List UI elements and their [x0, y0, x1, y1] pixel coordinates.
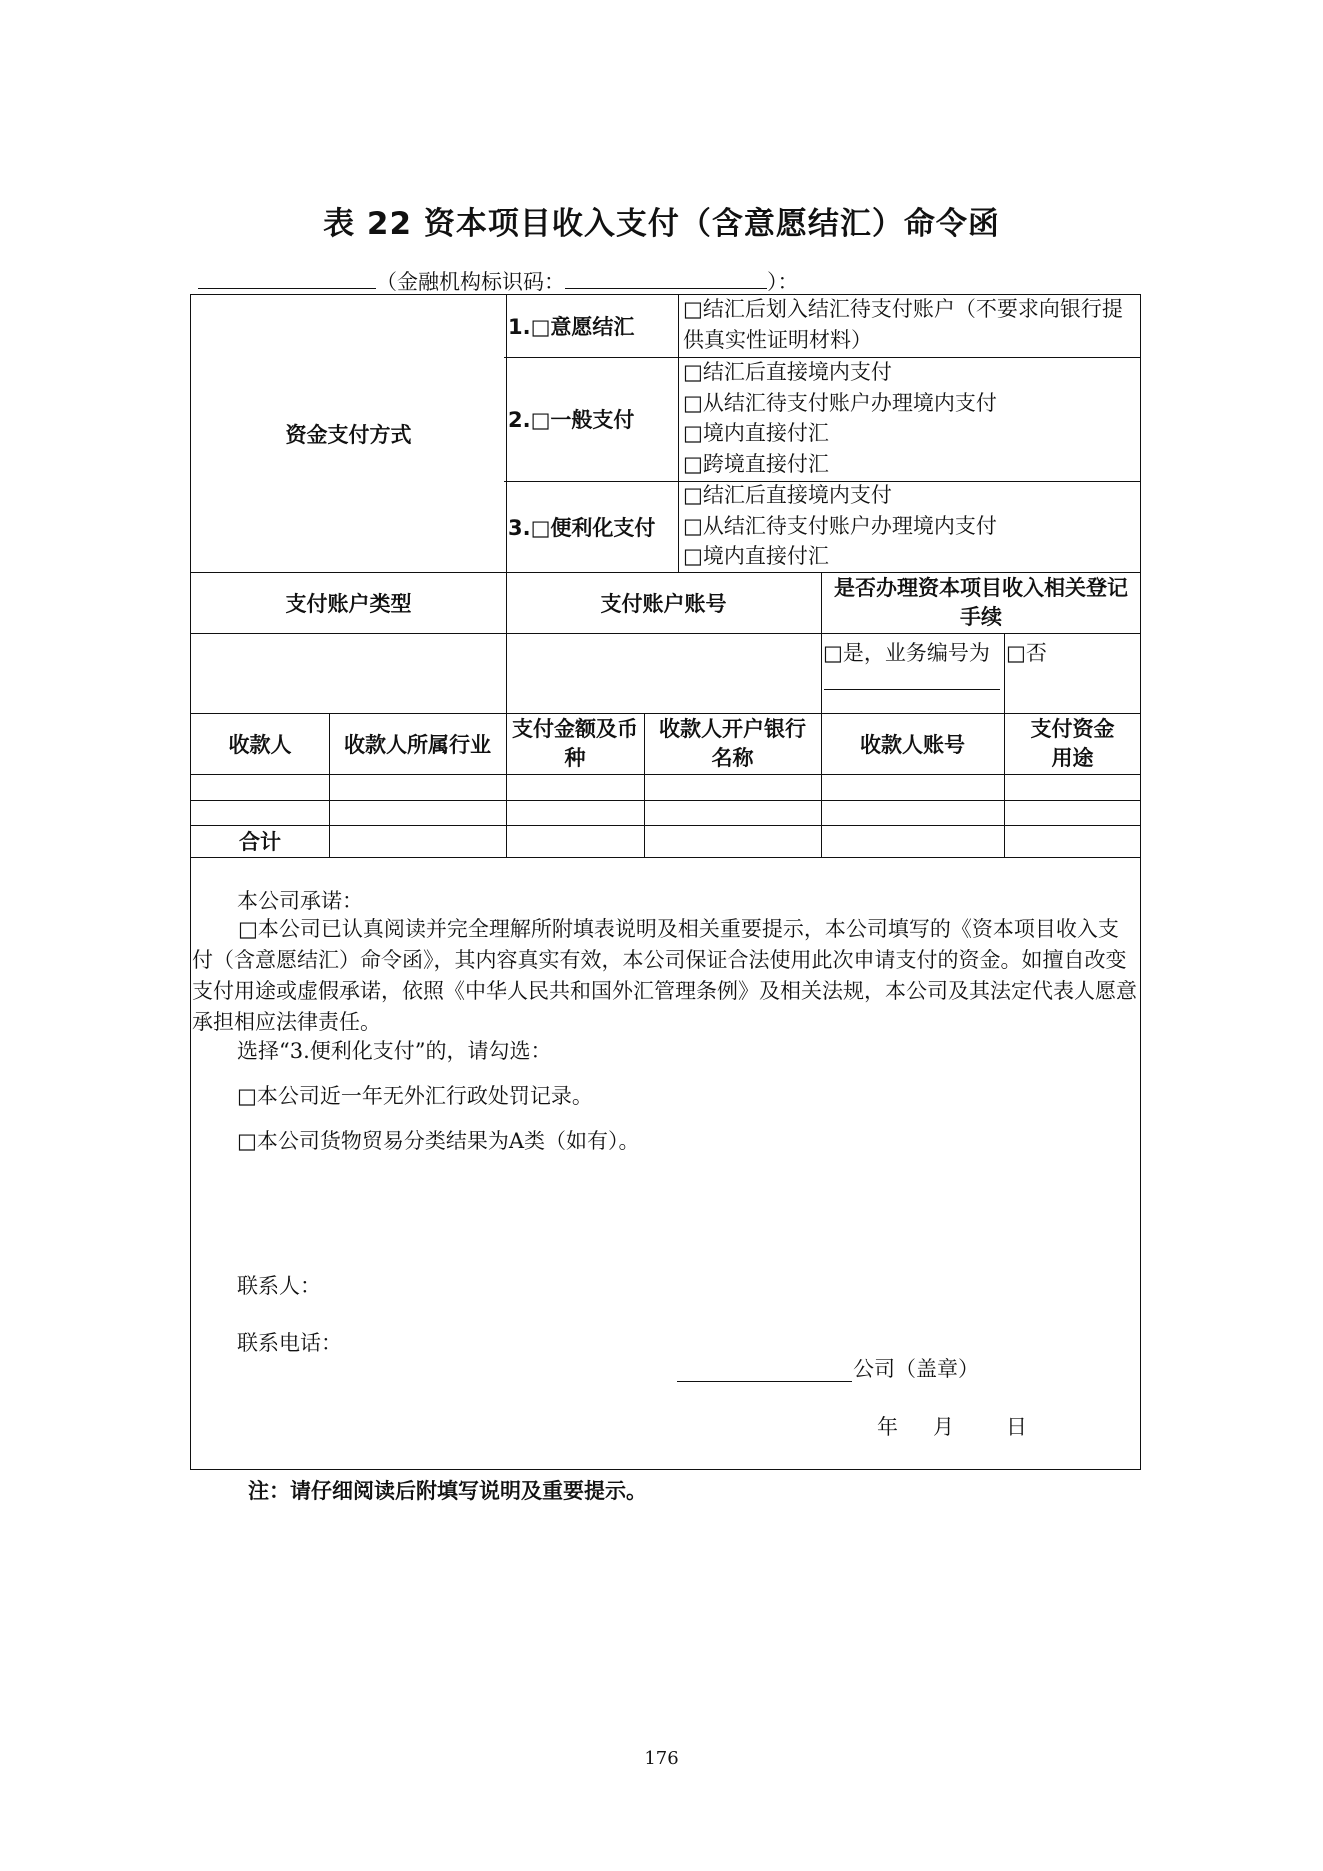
option-checkbox[interactable]: □结汇后直接境内支付 — [683, 483, 892, 507]
account-number-value[interactable] — [506, 633, 821, 713]
institution-code-label: （金融机构标识码： — [376, 270, 565, 294]
no-penalty-checkbox[interactable]: □本公司近一年无外汇行政处罚记录。 — [237, 1084, 593, 1108]
account-type-value[interactable] — [191, 633, 506, 713]
registration-header: 是否办理资本项目收入相关登记手续 — [834, 575, 1128, 629]
option-checkbox[interactable]: □境内直接付汇 — [683, 544, 829, 568]
option-checkbox[interactable]: □结汇后划入结汇待支付账户（不要求向银行提供真实性证明材料） — [683, 297, 1123, 352]
business-number-blank[interactable] — [824, 667, 1000, 690]
company-name-blank[interactable] — [677, 1359, 852, 1382]
payee-bank-header: 收款人开户银行名称 — [659, 716, 806, 770]
payment-method-label: 资金支付方式 — [285, 422, 412, 447]
header-suffix: ）： — [767, 270, 799, 294]
institution-name-blank[interactable] — [198, 266, 376, 289]
facilitated-payment-prompt: 选择“3.便利化支付”的，请勾选： — [237, 1039, 552, 1063]
contact-person-label: 联系人： — [237, 1274, 321, 1298]
total-label: 合计 — [239, 830, 281, 854]
payee-account-header: 收款人账号 — [860, 732, 965, 757]
option-checkbox[interactable]: □结汇后直接境内支付 — [683, 360, 892, 384]
amount-currency-header: 支付金额及币种 — [512, 716, 638, 770]
page-number: 176 — [644, 1748, 679, 1769]
registration-no-checkbox[interactable]: □否 — [1006, 641, 1047, 665]
fund-purpose-header: 支付资金用途 — [1030, 716, 1115, 770]
institution-code-blank[interactable] — [565, 266, 767, 289]
header-line — [198, 266, 799, 296]
option-checkbox[interactable]: □从结汇待支付账户办理境内支付 — [683, 513, 997, 538]
commitment-body[interactable]: □本公司已认真阅读并完全理解所附填表说明及相关重要提示，本公司填写的《资本项目收入支付（含意愿结汇）命令函》，其内容真实有效，本公司保证合法使用此次申请支付的资金。如擅自改变支付用途或虚假承诺，依照《中华人民共和国外汇管理条例》及相关法规，本公司及其法定代表人愿意承担相应法律责任。 — [192, 917, 1137, 1034]
company-stamp-label: 公司（盖章） — [853, 1357, 979, 1381]
payee-industry-header: 收款人所属行业 — [344, 732, 491, 757]
date-day: 日 — [1006, 1415, 1027, 1439]
method-options-willing-settlement — [683, 294, 1139, 355]
method-label-willing-settlement[interactable]: 1.□意愿结汇 — [508, 315, 635, 339]
footnote: 注：请仔细阅读后附填写说明及重要提示。 — [248, 1479, 647, 1503]
commitment-heading: 本公司承诺： — [237, 889, 363, 913]
method-options-general-payment — [683, 357, 997, 479]
contact-phone-label: 联系电话： — [237, 1331, 342, 1355]
registration-yes-checkbox[interactable]: □是，业务编号为 — [823, 641, 990, 665]
option-checkbox[interactable]: □跨境直接付汇 — [683, 451, 829, 476]
option-checkbox[interactable]: □境内直接付汇 — [683, 421, 829, 445]
method-label-facilitated-payment[interactable]: 3.□便利化支付 — [508, 515, 656, 540]
form-title: 表 22 资本项目收入支付（含意愿结汇）命令函 — [323, 206, 1000, 242]
payee-header: 收款人 — [228, 732, 292, 757]
form-frame — [190, 294, 1141, 1470]
class-a-checkbox[interactable]: □本公司货物贸易分类结果为A类（如有）。 — [237, 1129, 640, 1153]
date-year: 年 — [877, 1415, 898, 1439]
option-checkbox[interactable]: □从结汇待支付账户办理境内支付 — [683, 390, 997, 415]
method-label-general-payment[interactable]: 2.□一般支付 — [508, 408, 635, 432]
method-options-facilitated-payment — [683, 480, 997, 572]
account-type-header: 支付账户类型 — [285, 591, 412, 616]
date-month: 月 — [933, 1415, 954, 1439]
account-number-header: 支付账户账号 — [600, 591, 727, 616]
